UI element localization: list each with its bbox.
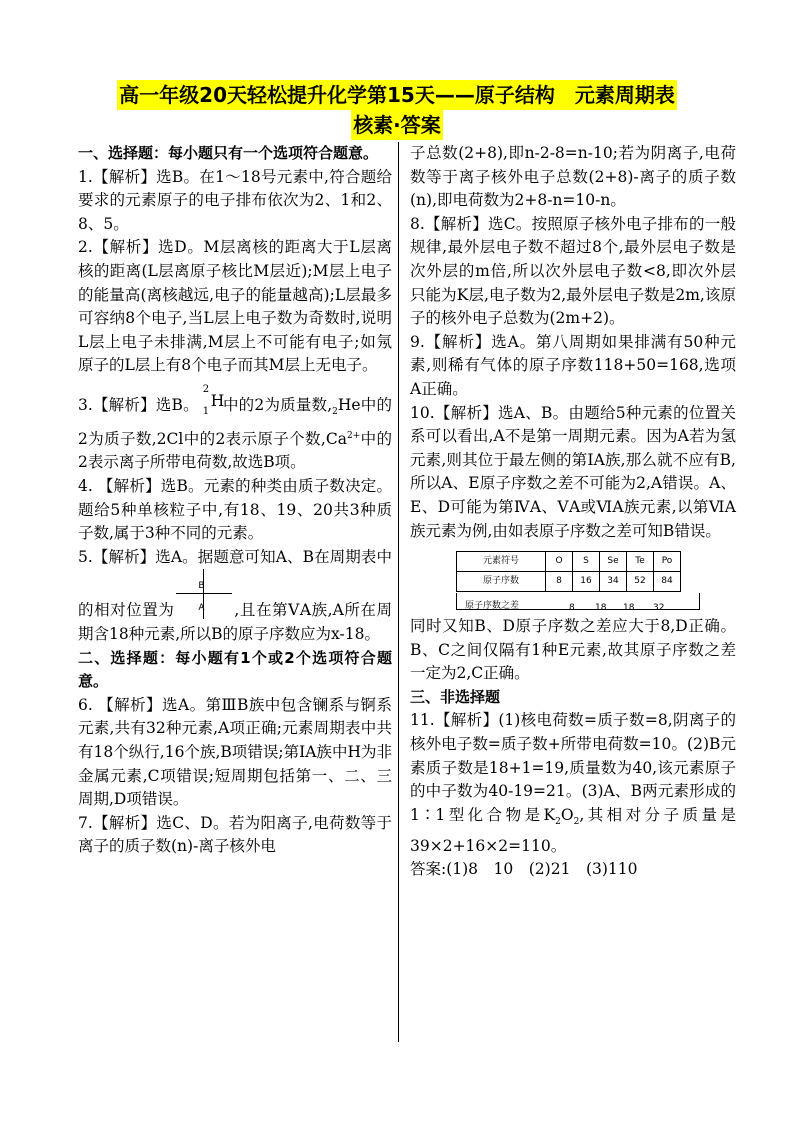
answer-9: 9.【解析】选A。第八周期如果排满有50种元素,则稀有气体的原子序数118+50=168,选项A正确。 [410, 332, 736, 398]
right-column [410, 142, 736, 882]
answer-10-part2: 同时又知B、D原子序数之差应大于8,D正确。B、C之间仅隔有1种E元素,故其原子序数之差一定为2,C正确。 [410, 617, 736, 683]
section-3-heading: 三、非选择题 [410, 687, 501, 706]
answer-7-part1: 7.【解析】选C、D。若为阳离子,电荷数等于离子的质子数(n)-离子核外电 [78, 813, 392, 856]
section-1-heading: 一、选择题：每小题只有一个选项符合题意。 [78, 144, 379, 162]
table-cell: 16 [573, 572, 600, 592]
table-cell: 18 [595, 603, 607, 614]
table-cell: Te [627, 552, 654, 572]
nuclide-symbol: 2 1 H [202, 383, 225, 417]
left-column [78, 142, 392, 859]
answer-6: 6. 【解析】选A。第ⅢB族中包含镧系与锕系元素,共有32种元素,A项正确;元素周期表中共有18个纵行,16个族,B项错误;第ⅠA族中H为非金属元素,C项错误;短周期包括第一、二、三周期,D项错误。 [78, 695, 392, 809]
answer-3: 3.【解析】选B。 2 1 H 中的2为质量数$,_2He$中的2为质子数,2Cl中的2表示原子个数$,Ca^{2+}$中的2表示离子所带电荷数,故选B项。 [78, 383, 392, 472]
answer-10-part1: 10.【解析】选A、B。由题给5种元素的位置关系可以看出,A不是第一周期元素。因为A若为氢元素,则其位于最左侧的第ⅠA族,那么就不应有B,所以A、E原子序数之差不可能为2,A错误。A、E、D可能为第ⅣA、ⅤA或ⅥA族元素,以第ⅥA族元素为例,由如表原子序数之差可知B错误。 [410, 403, 736, 540]
table-cell: O [546, 552, 573, 572]
table-header-number: 原子序数 [457, 572, 546, 592]
table-header-symbol: 元素符号 [457, 552, 546, 572]
table-cell: 34 [600, 572, 627, 592]
answer-2: 2.【解析】选D。M层离核的距离大于L层离核的距离(L层离原子核比M层近);M层上电子的能量高(离核越远,电子的能量越高);L层最多可容纳8个电子,当L层上电子数为奇数时,说明L层上电子未排满,M层上不可能有电子;如氖原子的L层上有8个电子而其M层上无电子。 [78, 238, 392, 375]
answer-7-part2: 子总数(2+8),即n-2-8=n-10;若为阴离子,电荷数等于离子核外电子总数(2+8)-离子的质子数(n),即电荷数为2+8-n=10-n。 [410, 144, 736, 210]
table-cell: 18 [623, 603, 635, 614]
column-divider [398, 142, 399, 1042]
table-diff-row [456, 593, 700, 614]
answer-11: 11.【解析】(1)核电荷数=质子数=8,阴离子的核外电子数=质子数+所带电荷数=10。(2)B元素质子数是18+1=19,质量数为40,该元素原子的中子数为40-19=21。(3)A、B两元素形成的1∶1型化合物是$K_2O_2$,其相对分子质量是39×2+16×2=110。 [410, 711, 736, 855]
section-2-heading: 二、选择题：每小题有1个或2个选项符合题意。 [78, 648, 392, 691]
final-answer: 答案:(1)8 10 (2)21 (3)110 [410, 860, 638, 879]
table-header-diff: 原子序数之差 [465, 601, 520, 612]
table-cell: 8 [569, 603, 575, 614]
table-cell: 8 [546, 572, 573, 592]
title-line-2: 核素·答案 [351, 110, 443, 140]
periodic-position-diagram: B A [176, 569, 232, 619]
table-cell: 52 [627, 572, 654, 592]
title-line-1: 高一年级20天轻松提升化学第15天——原子结构 元素周期表 [117, 80, 677, 110]
table-cell: 84 [654, 572, 681, 592]
answer-8: 8.【解析】选C。按照原子核外电子排布的一般规律,最外层电子数不超过8个,最外层电子数是次外层的m倍,所以次外层电子数<8,即次外层只能为K层,电子数为2,最外层电子数是2m,该原子的核外电子总数为(2m+2)。 [410, 214, 736, 328]
answer-1: 1.【解析】选B。在1～18号元素中,符合题给要求的元素原子的电子排布依次为2、1和2、8、5。 [78, 167, 392, 233]
answer-5: 5.【解析】选A。据题意可知A、B在周期表中的相对位置为 B A ,且在第ⅤA族,A所在周期含18种元素,所以B的原子序数应为x-18。 [78, 547, 392, 643]
table-cell: 32 [653, 603, 665, 614]
table-cell: Po [654, 552, 681, 572]
page-title [0, 80, 794, 140]
table-cell: S [573, 552, 600, 572]
table-cell: Se [600, 552, 627, 572]
answer-4: 4. 【解析】选B。元素的种类由质子数决定。题给5种单核粒子中,有18、19、20共3种质子数,属于3种不同的元素。 [78, 476, 392, 543]
atomic-number-table [456, 551, 698, 614]
